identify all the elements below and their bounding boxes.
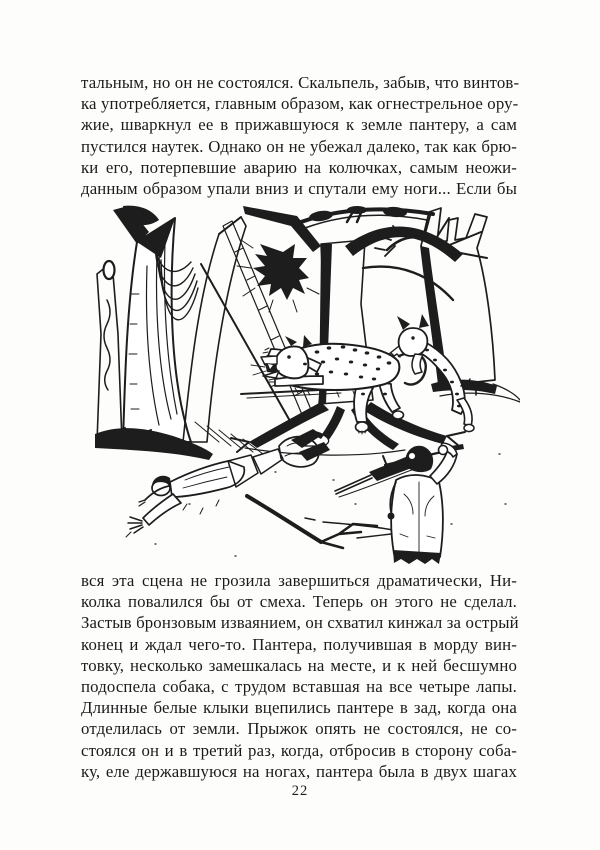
top-canopy <box>301 206 433 228</box>
text-line: тальным, но он не состоялся. Скальпель, забыв, что винтов- <box>81 73 520 92</box>
paragraph-top <box>81 72 520 199</box>
forest-panther-illustration <box>95 204 520 564</box>
text-line: стоялся он и в третий раз, когда, отбросив в сторону соба- <box>81 740 517 760</box>
text-line: данным образом упали вниз и спутали ему ноги... Если бы <box>81 179 517 199</box>
text-line: ку, еле державшуюся на ногах, пантера была в двух шагах <box>81 761 517 781</box>
text-line: ка употребляется, главным образом, как огнестрельное ору- <box>81 94 519 114</box>
text-line: отделилась от земли. Прыжок опять не состоялся, не со- <box>81 719 517 739</box>
text-line: Застыв бронзовым изваянием, он схватил кинжал за острый <box>81 613 519 633</box>
text-line: конец и ждал чего-то. Пантера, получившая в морду вин- <box>81 634 517 654</box>
text-line: колка повалился бы от смеха. Теперь он этого не сделал. <box>81 592 517 612</box>
text-line: Длинные белые клыки вцепились пантере в зад, когда она <box>81 698 517 718</box>
page-number: 22 <box>291 783 309 799</box>
text-line: пустился наутек. Однако он не убежал далеко, так как брю- <box>81 136 517 156</box>
left-tree <box>97 206 246 442</box>
text-line: ки его, потерпевшие аварию на колючках, самым неожи- <box>81 157 517 177</box>
text-line: товку, несколько замешкалась на месте, и к ней бесшумно <box>81 655 517 675</box>
text-line: жие, шваркнул ее в прижавшуюся к земле пантеру, а сам <box>81 115 517 135</box>
panther-and-dog <box>251 314 476 434</box>
text-line: подоспела собака, с трудом вставшая на все четыре лапы. <box>81 677 517 697</box>
paragraph-bottom <box>81 570 517 782</box>
text-line: вся эта сцена не грозила завершиться драматически, Ни- <box>81 571 517 590</box>
